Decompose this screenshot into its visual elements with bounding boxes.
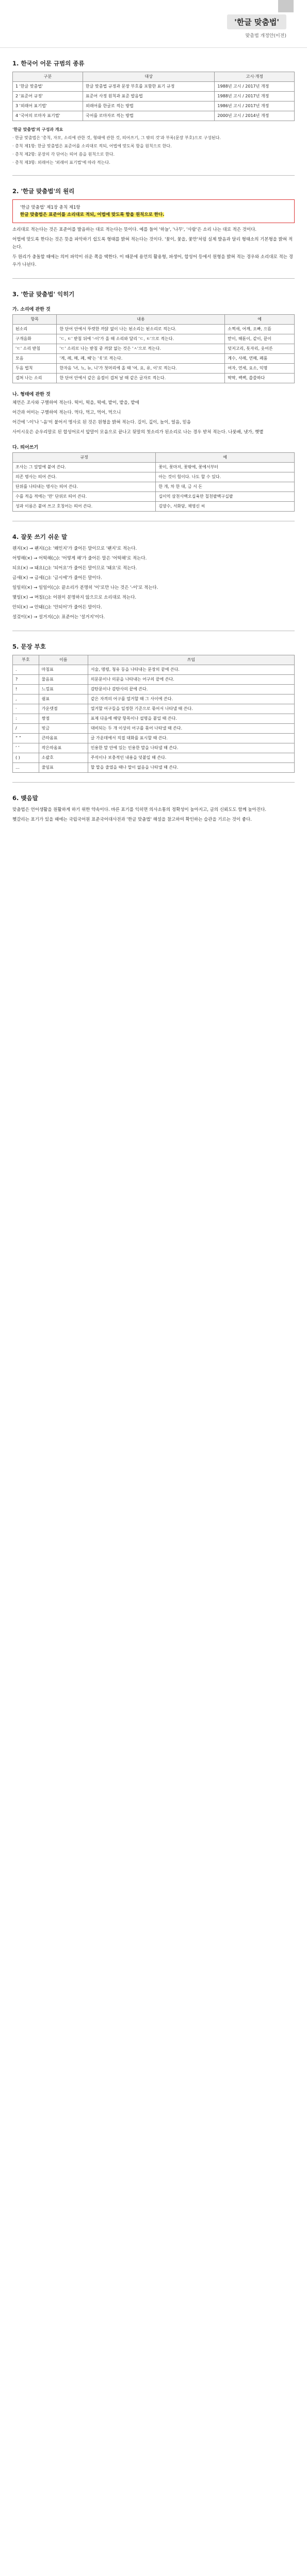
table-cell: 의문문이나 의문을 나타내는 어구의 끝에 쓴다. bbox=[88, 675, 294, 685]
document-banner bbox=[0, 0, 307, 48]
table-cell: 맏이, 해돋이, 같이, 끝이 bbox=[225, 334, 295, 344]
table-cell: 'ㄷ' 소리로 나는 받침 중 까닭 없는 것은 'ㅅ'으로 적는다. bbox=[57, 344, 225, 354]
table-cell: 한 단어 안에서 같은 음절이 겹쳐 날 때 같은 글자로 적는다. bbox=[57, 374, 225, 383]
table-cell: '계, 례, 몌, 폐, 혜'는 'ㅖ'로 적는다. bbox=[57, 354, 225, 364]
table-row bbox=[13, 354, 295, 364]
spacing-table bbox=[12, 452, 295, 512]
table-cell: 표제 다음에 해당 항목이나 설명을 붙일 때 쓴다. bbox=[88, 714, 294, 724]
table-cell: 두음 법칙 bbox=[13, 364, 57, 374]
table-cell: 조사는 그 앞말에 붙여 쓴다. bbox=[13, 463, 156, 472]
table-cell: 겹쳐 나는 소리 bbox=[13, 374, 57, 383]
table-cell: 소괄호 bbox=[39, 753, 88, 763]
list-item: 어떻해(×) → 어떡해(○): '어떻게 해'가 줄어든 말은 '어떡해'로 적는다. bbox=[12, 556, 147, 561]
table-header: 구분 bbox=[13, 72, 83, 82]
table-cell: 외래어를 한글로 적는 방법 bbox=[83, 101, 215, 111]
table-cell: 쌍점 bbox=[39, 714, 88, 724]
section-divider bbox=[12, 278, 295, 279]
table-cell: 인용한 말 안에 있는 인용한 말을 나타낼 때 쓴다. bbox=[88, 743, 294, 753]
note-text: '한글 맞춤법'의 구성과 개요 bbox=[12, 127, 63, 132]
principle-box bbox=[12, 199, 295, 223]
table-cell: ( ) bbox=[13, 753, 39, 763]
table-cell: 십이억 삼천사백오십육만 칠천팔백구십팔 bbox=[156, 492, 295, 502]
paragraph: 두 원리가 충돌할 때에는 의미 파악이 쉬운 쪽을 택한다. 이 때문에 용언의 활용형, 파생어, 합성어 등에서 원형을 밝혀 적는 경우와 소리대로 적는 경우가 나뉜다. bbox=[12, 255, 293, 267]
table-cell: ‘ ’ bbox=[13, 743, 39, 753]
list-item: 금새(×) → 금세(○): '금시에'가 줄어든 말이다. bbox=[12, 575, 102, 581]
table-cell: 'ㄷ' 소리 받침 bbox=[13, 344, 57, 354]
table-row bbox=[13, 82, 295, 92]
table-row bbox=[13, 675, 295, 685]
table-row bbox=[13, 704, 295, 714]
table-cell: 4 '국어의 로마자 표기법' bbox=[13, 111, 83, 121]
table-header: 이름 bbox=[39, 655, 88, 665]
bookmark-ribbon-icon bbox=[278, 0, 294, 12]
table-cell: 줄임표 bbox=[39, 763, 88, 773]
table-cell: 성과 이름은 붙여 쓰고 호칭어는 띄어 쓴다. bbox=[13, 502, 156, 512]
paragraph: 맞춤법은 언어생활을 원활하게 하기 위한 약속이다. 바른 표기를 익히면 의사소통의 정확성이 높아지고, 글의 신뢰도도 함께 높아진다. bbox=[12, 807, 267, 812]
table-cell: 소쩍새, 어깨, 오빠, 으뜸 bbox=[225, 325, 295, 334]
table-header: 예 bbox=[156, 453, 295, 463]
section-title: 1. 한국어 어문 규범의 종류 bbox=[12, 60, 85, 67]
table-row bbox=[13, 101, 295, 111]
table-cell: 감탄문이나 감탄사의 끝에 쓴다. bbox=[88, 685, 294, 694]
table-cell: · bbox=[13, 704, 39, 714]
table-cell: 서술, 명령, 청유 등을 나타내는 문장의 끝에 쓴다. bbox=[88, 665, 294, 675]
table-cell: 1 '한글 맞춤법' bbox=[13, 82, 83, 92]
table-row bbox=[13, 325, 295, 334]
table-cell: 표준어 사정 원칙과 표준 발음법 bbox=[83, 92, 215, 101]
table-row bbox=[13, 743, 295, 753]
table-header: 규정 bbox=[13, 453, 156, 463]
paragraph: 소리대로 적는다는 것은 표준어를 발음하는 대로 적는다는 뜻이다. 예를 들어 '하늘', '나무', '사람'은 소리 나는 대로 적은 것이다. bbox=[12, 227, 257, 232]
table-cell: “ ” bbox=[13, 734, 39, 743]
table-row bbox=[13, 482, 295, 492]
list-item: 몇일(×) → 며칠(○): 어원이 분명하지 않으므로 소리대로 적는다. bbox=[12, 595, 137, 600]
table-cell: : bbox=[13, 714, 39, 724]
table-row bbox=[13, 753, 295, 763]
table-cell: 느낌표 bbox=[39, 685, 88, 694]
section-title: 2. '한글 맞춤법'의 원리 bbox=[12, 188, 75, 195]
box-label: '한글 맞춤법' 제1장 총칙 제1항 bbox=[20, 205, 80, 210]
table-row bbox=[13, 502, 295, 512]
table-cell: … bbox=[13, 763, 39, 773]
section-divider bbox=[12, 175, 295, 176]
table-row bbox=[13, 334, 295, 344]
table-cell: 여자, 연세, 요소, 익명 bbox=[225, 364, 295, 374]
table-cell: 한 단어 안에서 뚜렷한 까닭 없이 나는 된소리는 된소리로 적는다. bbox=[57, 325, 225, 334]
table-cell: 열거할 어구들을 일정한 기준으로 묶어서 나타낼 때 쓴다. bbox=[88, 704, 294, 714]
section-title: 5. 문장 부호 bbox=[12, 643, 46, 650]
paragraph: 체언은 조사와 구별하여 적는다. 떡이, 떡을, 떡에, 밭이, 밭을, 밭에 bbox=[12, 400, 139, 405]
table-cell: 글 가운데에서 직접 대화를 표시할 때 쓴다. bbox=[88, 734, 294, 743]
table-cell: 작은따옴표 bbox=[39, 743, 88, 753]
table-cell: 단위를 나타내는 명사는 띄어 쓴다. bbox=[13, 482, 156, 492]
table-cell: 수를 적을 적에는 '만' 단위로 띄어 쓴다. bbox=[13, 492, 156, 502]
table-cell: 빗금 bbox=[39, 724, 88, 734]
table-header: 쓰임 bbox=[88, 655, 294, 665]
table-row bbox=[13, 763, 295, 773]
table-row bbox=[13, 492, 295, 502]
table-row bbox=[13, 724, 295, 734]
punctuation-table bbox=[12, 655, 295, 773]
table-cell: 마침표 bbox=[39, 665, 88, 675]
document-body bbox=[0, 59, 307, 824]
paragraph: 헷갈리는 표기가 있을 때에는 국립국어원 표준국어대사전과 '한글 맞춤법' 해설을 참고하여 확인하는 습관을 기르는 것이 좋다. bbox=[12, 817, 252, 822]
table-header: 항목 bbox=[13, 315, 57, 325]
table-cell: 국어를 로마자로 적는 방법 bbox=[83, 111, 215, 121]
section-title: 3. '한글 맞춤법' 익히기 bbox=[12, 291, 75, 298]
table-row bbox=[13, 685, 295, 694]
paragraph: 어법에 맞도록 한다는 것은 뜻을 파악하기 쉽도록 형태를 밝혀 적는다는 것이다. '꽃이, 꽃을, 꽃만'처럼 실제 발음과 달리 형태소의 기본형을 밝혀 적는다. bbox=[12, 237, 293, 250]
sound-rules-table bbox=[12, 314, 295, 383]
table-row bbox=[13, 694, 295, 704]
table-cell: 1986년 고시 / 2017년 개정 bbox=[215, 101, 295, 111]
table-cell: 계수, 사례, 연몌, 폐품 bbox=[225, 354, 295, 364]
table-cell: 쉼표 bbox=[39, 694, 88, 704]
table-cell: 2 '표준어 규정' bbox=[13, 92, 83, 101]
table-row bbox=[13, 665, 295, 675]
table-row bbox=[13, 364, 295, 374]
highlighted-principle: 한글 맞춤법은 표준어를 소리대로 적되, 어법에 맞도록 함을 원칙으로 한다. bbox=[20, 212, 165, 217]
note-text: · 총칙 제1항: 한글 맞춤법은 표준어를 소리대로 적되, 어법에 맞도록 함을 원칙으로 한다. bbox=[12, 144, 172, 148]
list-item: 설겆이(×) → 설거지(○): 표준어는 '설거지'이다. bbox=[12, 615, 105, 620]
subsection-title: 다. 띄어쓰기 bbox=[12, 445, 39, 450]
table-cell: 대비되는 두 개 이상의 어구를 묶어 나타낼 때 쓴다. bbox=[88, 724, 294, 734]
note-text: · 총칙 제3항: 외래어는 '외래어 표기법'에 따라 적는다. bbox=[12, 160, 110, 165]
table-cell: 꽃이, 꽃마저, 꽃밖에, 꽃에서부터 bbox=[156, 463, 295, 472]
paragraph: 어간과 어미는 구별하여 적는다. 먹다, 먹고, 먹어, 먹으니 bbox=[12, 410, 121, 415]
paragraph: 사이시옷은 순우리말로 된 합성어로서 앞말이 모음으로 끝나고 뒷말의 첫소리가 된소리로 나는 경우 받쳐 적는다. 나룻배, 냇가, 햇볕 bbox=[12, 430, 264, 435]
table-row bbox=[13, 111, 295, 121]
table-row bbox=[13, 714, 295, 724]
list-item: 안되(×) → 안돼(○): '안되어'가 줄어든 말이다. bbox=[12, 605, 102, 610]
section-title: 4. 잘못 쓰기 쉬운 말 bbox=[12, 533, 68, 540]
table-row bbox=[13, 472, 295, 482]
section-divider bbox=[12, 782, 295, 783]
table-cell: 한 개, 차 한 대, 금 서 돈 bbox=[156, 482, 295, 492]
table-cell: 'ㄷ, ㅌ' 받침 뒤에 '-이'가 올 때 소리와 달리 'ㄷ, ㅌ'으로 적는다. bbox=[57, 334, 225, 344]
table-cell: 구개음화 bbox=[13, 334, 57, 344]
table-cell: 2000년 고시 / 2014년 개정 bbox=[215, 111, 295, 121]
table-cell: 한자음 '녀, 뇨, 뉴, 니'가 첫머리에 올 때 '여, 요, 유, 이'로 적는다. bbox=[57, 364, 225, 374]
table-header: 예 bbox=[225, 315, 295, 325]
table-cell: 1988년 고시 / 2017년 개정 bbox=[215, 92, 295, 101]
list-item: 웬지(×) → 왠지(○): '왜인지'가 줄어든 말이므로 '왠지'로 적는다. bbox=[12, 546, 137, 551]
table-header: 내용 bbox=[57, 315, 225, 325]
table-header: 고시·개정 bbox=[215, 72, 295, 82]
table-cell: 모음 bbox=[13, 354, 57, 364]
table-cell: . bbox=[13, 665, 39, 675]
table-cell: 한글 맞춤법 규정과 문장 부호를 포함한 표기 규정 bbox=[83, 82, 215, 92]
table-cell: 아는 것이 힘이다. 나도 할 수 있다. bbox=[156, 472, 295, 482]
table-cell: , bbox=[13, 694, 39, 704]
note-text: · 총칙 제2항: 문장의 각 단어는 띄어 씀을 원칙으로 한다. bbox=[12, 152, 115, 157]
table-row bbox=[13, 344, 295, 354]
table-cell: 딱딱, 쌕쌕, 씁쓸하다 bbox=[225, 374, 295, 383]
table-cell: 김양수, 서화담, 채영신 씨 bbox=[156, 502, 295, 512]
page-title: '한글 맞춤법' bbox=[227, 14, 286, 29]
table-cell: 1988년 고시 / 2017년 개정 bbox=[215, 82, 295, 92]
table-cell: 주석이나 보충적인 내용을 덧붙일 때 쓴다. bbox=[88, 753, 294, 763]
list-item: 되요(×) → 돼요(○): '되어요'가 줄어든 말이므로 '돼요'로 적는다. bbox=[12, 566, 137, 571]
section-title: 6. 맺음말 bbox=[12, 794, 38, 802]
table-row bbox=[13, 463, 295, 472]
table-cell: 3 '외래어 표기법' bbox=[13, 101, 83, 111]
table-cell: 의존 명사는 띄어 쓴다. bbox=[13, 472, 156, 482]
list-item: 일일히(×) → 일일이(○): 끝소리가 분명히 '이'로만 나는 것은 '-이'로 적는다. bbox=[12, 585, 158, 590]
subsection-title: 나. 형태에 관한 것 bbox=[12, 392, 51, 397]
table-header: 대상 bbox=[83, 72, 215, 82]
subsection-title: 가. 소리에 관한 것 bbox=[12, 307, 51, 312]
table-cell: ! bbox=[13, 685, 39, 694]
table-cell: 할 말을 줄였을 때나 말이 없음을 나타낼 때 쓴다. bbox=[88, 763, 294, 773]
table-header: 부호 bbox=[13, 655, 39, 665]
table-row bbox=[13, 734, 295, 743]
table-cell: ? bbox=[13, 675, 39, 685]
paragraph: 어간에 '-이'나 '-음'이 붙어서 명사로 된 것은 원형을 밝혀 적는다. 길이, 깊이, 높이, 얼음, 믿음 bbox=[12, 420, 191, 425]
table-cell: 같은 자격의 어구를 열거할 때 그 사이에 쓴다. bbox=[88, 694, 294, 704]
table-cell: 덧저고리, 돗자리, 웃어른 bbox=[225, 344, 295, 354]
note-text: · 한글 맞춤법은 '총칙, 자모, 소리에 관한 것, 형태에 관한 것, 띄어쓰기, 그 밖의 것'과 부록(문장 부호)으로 구성된다. bbox=[12, 135, 221, 140]
table-cell: 물음표 bbox=[39, 675, 88, 685]
table-cell: 가운뎃점 bbox=[39, 704, 88, 714]
table-cell: 된소리 bbox=[13, 325, 57, 334]
table-row bbox=[13, 92, 295, 101]
norms-table bbox=[12, 72, 295, 121]
table-cell: / bbox=[13, 724, 39, 734]
table-row bbox=[13, 374, 295, 383]
table-cell: 큰따옴표 bbox=[39, 734, 88, 743]
page-subtitle: 맞춤법 개정안(이전) bbox=[245, 33, 286, 39]
